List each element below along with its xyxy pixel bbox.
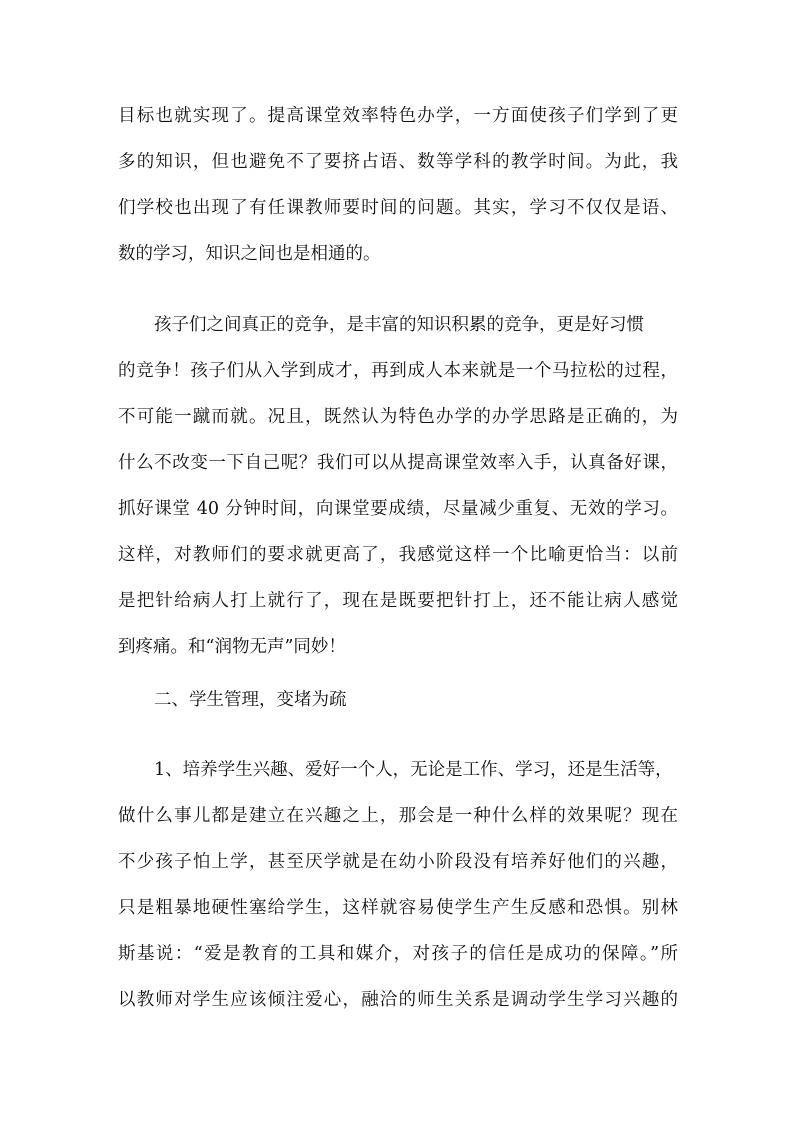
paragraph-line: 1、培养学生兴趣、爱好一个人，无论是工作、学习，还是生活等， [154,760,673,780]
paragraph-line: 目标也就实现了。提高课堂效率特色办学，一方面使孩子们学到了更 [118,106,678,126]
paragraph-line: 这样，对教师们的要求就更高了，我感觉这样一个比喻更恰当：以前 [118,545,678,565]
paragraph-line: 到疼痛。和“润物无声”同妙！ [118,637,346,657]
paragraph-line: 斯基说：“爱是教育的工具和媒介，对孩子的信任是成功的保障。”所 [118,944,678,964]
paragraph-line: 抓好课堂 40 分钟时间，向课堂要成绩，尽量减少重复、无效的学习。 [118,499,678,519]
paragraph-line: 做什么事儿都是建立在兴趣之上，那会是一种什么样的效果呢？现在 [118,806,678,826]
paragraph-line: 不可能一蹴而就。况且，既然认为特色办学的办学思路是正确的，为 [118,407,678,427]
paragraph-line: 什么不改变一下自己呢？我们可以从提高课堂效率入手，认真备好课， [118,453,678,473]
paragraph-line: 多的知识，但也避免不了要挤占语、数等学科的教学时间。为此，我 [118,152,678,172]
paragraph-line: 的竞争！孩子们从入学到成才，再到成人本来就是一个马拉松的过程， [118,361,678,381]
paragraph-line: 孩子们之间真正的竞争，是丰富的知识积累的竞争，更是好习惯 [154,315,644,335]
paragraph-line: 以教师对学生应该倾注爱心，融洽的师生关系是调动学生学习兴趣的 [118,990,678,1010]
paragraph-line: 不少孩子怕上学，甚至厌学就是在幼小阶段没有培养好他们的兴趣， [118,852,678,872]
paragraph-line: 数的学习，知识之间也是相通的。 [118,244,381,264]
paragraph-line: 只是粗暴地硬性塞给学生，这样就容易使学生产生反感和恐惧。别林 [118,898,678,918]
section-heading: 二、学生管理，变堵为疏 [154,690,347,710]
paragraph-line: 们学校也出现了有任课教师要时间的问题。其实，学习不仅仅是语、 [118,198,678,218]
paragraph-line: 是把针给病人打上就行了，现在是既要把针打上，还不能让病人感觉 [118,591,678,611]
